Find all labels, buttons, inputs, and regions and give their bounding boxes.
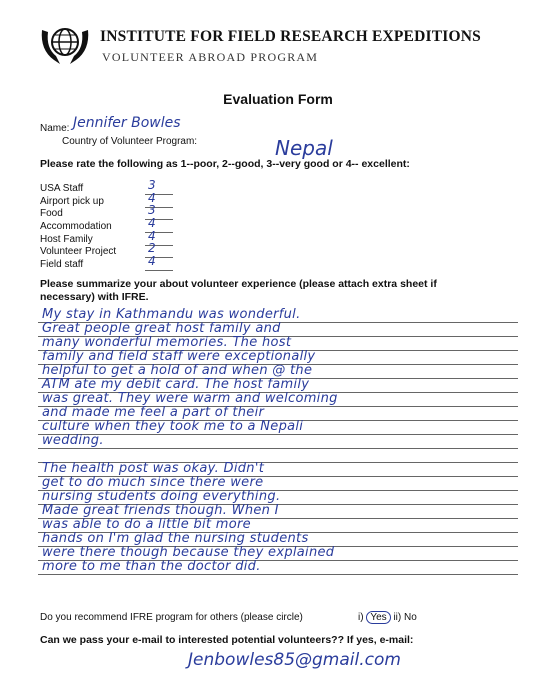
rating-label-volunteer-project: Volunteer Project bbox=[40, 246, 117, 257]
rating-label-accommodation: Accommodation bbox=[40, 221, 112, 232]
program-name: VOLUNTEER ABROAD PROGRAM bbox=[102, 50, 319, 64]
summary-instruction-line-2: necessary) with IFRE. bbox=[40, 291, 149, 303]
name-label: Name: bbox=[40, 123, 70, 134]
recommend-question: Do you recommend IFRE program for others (please circle) bbox=[40, 612, 303, 623]
rating-value-field-staff[interactable]: 4 bbox=[148, 254, 156, 268]
rating-value-host-family[interactable]: 4 bbox=[148, 229, 156, 243]
summary-line: family and field staff were exceptionally bbox=[42, 349, 316, 364]
summary-line: and made me feel a part of their bbox=[42, 405, 265, 420]
rating-value-accommodation[interactable]: 4 bbox=[148, 216, 156, 230]
summary-line: get to do much since there were bbox=[42, 475, 264, 490]
rating-underline bbox=[145, 270, 173, 271]
email-question: Can we pass your e-mail to interested potential volunteers?? If yes, e-mail: bbox=[40, 634, 414, 646]
summary-line: My stay in Kathmandu was wonderful. bbox=[42, 307, 301, 322]
rating-label-usa-staff: USA Staff bbox=[40, 183, 84, 194]
summary-line: were there though because they explained bbox=[42, 545, 335, 560]
form-title: Evaluation Form bbox=[223, 91, 333, 107]
rating-label-field-staff: Field staff bbox=[40, 259, 84, 270]
recommend-marker-yes: i) bbox=[358, 612, 364, 623]
country-label: Country of Volunteer Program: bbox=[62, 136, 198, 147]
rating-value-airport-pickup[interactable]: 4 bbox=[148, 191, 156, 205]
summary-line: more to me than the doctor did. bbox=[42, 559, 261, 574]
summary-line: ATM ate my debit card. The host family bbox=[42, 377, 310, 392]
summary-line: hands on I'm glad the nursing students bbox=[42, 531, 309, 546]
summary-line: was great. They were warm and welcoming bbox=[42, 391, 338, 406]
summary-line: The health post was okay. Didn't bbox=[42, 461, 265, 476]
rating-label-food: Food bbox=[40, 208, 63, 219]
rating-value-volunteer-project[interactable]: 2 bbox=[148, 241, 156, 255]
recommend-options bbox=[358, 612, 417, 623]
recommend-marker-no: ii) bbox=[393, 612, 402, 623]
rating-value-food[interactable]: 3 bbox=[148, 203, 156, 217]
summary-line: nursing students doing everything. bbox=[42, 489, 281, 504]
email-field[interactable]: Jenbowles85@gmail.com bbox=[188, 650, 401, 670]
summary-instruction-line-1: Please summarize your about volunteer experience (please attach extra sheet if bbox=[40, 278, 437, 290]
rating-label-airport-pickup: Airport pick up bbox=[40, 196, 104, 207]
summary-line: Made great friends though. When I bbox=[42, 503, 279, 518]
summary-line: was able to do a little bit more bbox=[42, 517, 251, 532]
recommend-no-option[interactable]: No bbox=[404, 612, 417, 623]
rating-label-host-family: Host Family bbox=[40, 234, 93, 245]
name-field[interactable]: Jennifer Bowles bbox=[73, 115, 181, 131]
org-name: INSTITUTE FOR FIELD RESEARCH EXPEDITIONS bbox=[100, 28, 481, 45]
rating-value-usa-staff[interactable]: 3 bbox=[148, 178, 156, 192]
recommend-yes-option[interactable]: Yes bbox=[366, 611, 390, 624]
summary-line: culture when they took me to a Nepali bbox=[42, 419, 304, 434]
globe-with-hands-icon bbox=[38, 20, 92, 66]
summary-line: many wonderful memories. The host bbox=[42, 335, 292, 350]
summary-line: wedding. bbox=[42, 433, 104, 448]
summary-line: Great people great host family and bbox=[42, 321, 281, 336]
summary-line: helpful to get a hold of and when @ the bbox=[42, 363, 313, 378]
country-field[interactable]: Nepal bbox=[275, 136, 333, 160]
rating-instruction: Please rate the following as 1--poor, 2--good, 3--very good or 4-- excellent: bbox=[40, 158, 410, 170]
